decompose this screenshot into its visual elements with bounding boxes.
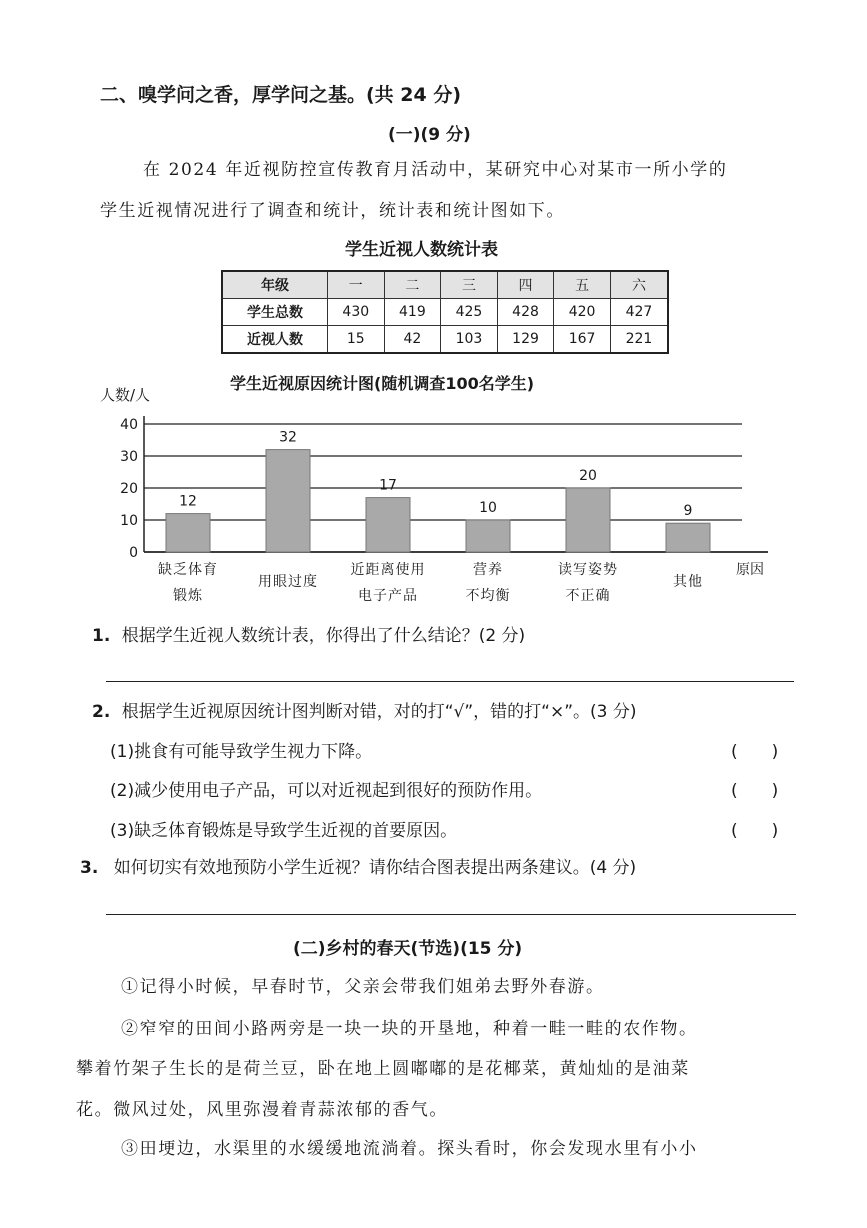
y-tick-label: 30 — [120, 449, 138, 465]
bar — [366, 498, 410, 552]
passage-paragraph-1: ①记得小时候，早春时节，父亲会带我们姐弟去野外春游。 — [121, 977, 605, 997]
question-1 — [92, 621, 525, 646]
passage-paragraph-2-line-2: 攀着竹架子生长的是荷兰豆，卧在地上圆嘟嘟的是花椰菜，黄灿灿的是油菜 — [76, 1059, 690, 1079]
question-text: 根据学生近视原因统计图判断对错，对的打“√”，错的打“×”。(3 分) — [121, 702, 637, 722]
question-number: 2. — [92, 702, 111, 722]
table-header-row — [222, 271, 668, 299]
table-cell: 425 — [441, 299, 498, 326]
judgment-item-1: (1)挑食有可能导致学生视力下降。 — [110, 742, 373, 762]
bar — [666, 523, 710, 552]
category-label: 读写姿势 — [558, 562, 618, 578]
judgment-item-2: (2)减少使用电子产品，可以对近视起到很好的预防作用。 — [110, 781, 543, 801]
table-header-cell: 年级 — [222, 271, 328, 299]
chart-y-axis-label: 人数/人 — [100, 386, 151, 404]
question-text: 根据学生近视人数统计表，你得出了什么结论？(2 分) — [121, 626, 526, 646]
category-label: 缺乏体育 — [158, 562, 218, 578]
question-text: 如何切实有效地预防小学生近视？请你结合图表提出两条建议。(4 分) — [113, 858, 637, 878]
table-header-cell: 四 — [497, 271, 554, 299]
part1-title: (一)(9 分) — [388, 125, 471, 145]
bar-value-label: 32 — [279, 429, 297, 446]
table-header-cell: 二 — [384, 271, 441, 299]
category-label: 不正确 — [565, 588, 611, 604]
question-2 — [92, 697, 637, 722]
intro-line-1: 在 2024 年近视防控宣传教育月活动中，某研究中心对某市一所小学的 — [143, 160, 728, 180]
bar-value-label: 17 — [379, 477, 397, 494]
category-label: 近距离使用 — [350, 562, 426, 578]
judgment-item-3: (3)缺乏体育锻炼是导致学生近视的首要原因。 — [110, 821, 458, 841]
table-cell: 42 — [384, 326, 441, 354]
bar — [466, 520, 510, 552]
bar-value-label: 9 — [683, 503, 693, 520]
bar — [566, 488, 610, 552]
question-number: 1. — [92, 626, 111, 646]
table-row — [222, 326, 668, 354]
question-3 — [80, 853, 636, 878]
table-row-label: 近视人数 — [222, 326, 328, 354]
table-cell: 129 — [497, 326, 554, 354]
category-label: 其他 — [673, 574, 703, 590]
bar — [266, 450, 310, 552]
table-cell: 15 — [328, 326, 385, 354]
y-tick-label: 40 — [120, 417, 138, 433]
passage-paragraph-2-line-3: 花。微风过处，风里弥漫着青蒜浓郁的香气。 — [76, 1100, 448, 1120]
category-label: 用眼过度 — [258, 574, 318, 590]
category-label: 锻炼 — [173, 588, 203, 604]
answer-line[interactable] — [106, 914, 796, 915]
table-cell: 420 — [554, 299, 611, 326]
table-cell: 167 — [554, 326, 611, 354]
table-title: 学生近视人数统计表 — [345, 240, 498, 260]
table-cell: 221 — [610, 326, 668, 354]
passage-paragraph-2-line-1: ②窄窄的田间小路两旁是一块一块的开垦地，种着一畦一畦的农作物。 — [121, 1019, 698, 1039]
table-cell: 419 — [384, 299, 441, 326]
answer-line[interactable] — [106, 681, 794, 682]
table-header-cell: 五 — [554, 271, 611, 299]
table-cell: 427 — [610, 299, 668, 326]
passage-paragraph-3-line-1: ③田埂边，水渠里的水缓缓地流淌着。探头看时，你会发现水里有小小 — [121, 1139, 698, 1159]
answer-bracket[interactable]: ( ) — [731, 742, 779, 762]
chart-title: 学生近视原因统计图(随机调查100名学生) — [230, 374, 535, 393]
y-tick-label: 10 — [120, 513, 138, 529]
bar-value-label: 12 — [179, 493, 197, 510]
table-cell: 428 — [497, 299, 554, 326]
table-cell: 430 — [328, 299, 385, 326]
myopia-causes-bar-chart — [100, 372, 780, 612]
category-label: 营养 — [473, 562, 503, 578]
chart-x-axis-label: 原因 — [736, 562, 764, 578]
y-tick-label: 20 — [120, 481, 138, 497]
bar — [166, 514, 210, 552]
bar-value-label: 10 — [479, 500, 497, 516]
table-row — [222, 299, 668, 326]
question-number: 3. — [80, 858, 99, 878]
category-label: 不均衡 — [465, 588, 511, 604]
category-label: 电子产品 — [358, 588, 418, 604]
table-header-cell: 一 — [328, 271, 385, 299]
answer-bracket[interactable]: ( ) — [731, 781, 779, 801]
intro-line-2: 学生近视情况进行了调查和统计，统计表和统计图如下。 — [100, 201, 565, 221]
y-tick-label: 0 — [129, 545, 138, 561]
section-title: 二、嗅学问之香，厚学问之基。(共 24 分) — [100, 84, 462, 106]
part2-title: (二)乡村的春天(节选)(15 分) — [293, 939, 523, 959]
table-cell: 103 — [441, 326, 498, 354]
table-row-label: 学生总数 — [222, 299, 328, 326]
answer-bracket[interactable]: ( ) — [731, 821, 779, 841]
myopia-statistics-table — [221, 270, 669, 354]
bar-value-label: 20 — [579, 468, 597, 484]
table-header-cell: 六 — [610, 271, 668, 299]
table-header-cell: 三 — [441, 271, 498, 299]
